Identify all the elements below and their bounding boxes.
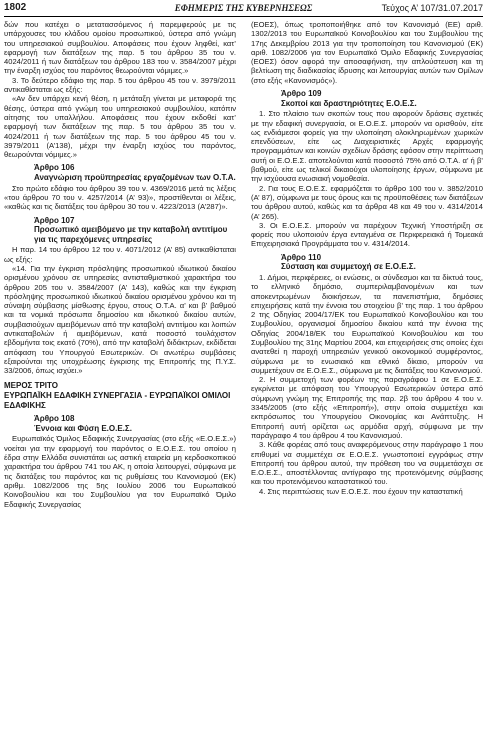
paragraph: 4. Στις περιπτώσεις των Ε.Ο.Ε.Σ. που έχουν την καταστατική [259, 486, 463, 496]
article-subtitle: Σκοποί και δραστηριότητες Ε.Ο.Ε.Σ. [281, 98, 417, 108]
paragraph: 2. Για τους Ε.Ο.Ε.Σ. εφαρμόζεται το άρθρο 100 του ν. 3852/2010 (Α’ 87), σύμφωνα με τους όρους και τις προϋποθέσεις των διατάξεων του άρθρου αυτού, καθώς και τα άρθρα 48 και 49 του ν. 4314/2014 (Α’ 265). [251, 183, 483, 221]
paragraph: 3. Το δεύτερο εδάφιο της παρ. 5 του άρθρου 45 του ν. 3979/2011 αντικαθίσταται ως εξής: [4, 75, 236, 95]
article-subtitle: Σύσταση και συμμετοχή σε Ε.Ο.Ε.Σ. [281, 262, 416, 272]
page-number: 1802 [4, 2, 27, 13]
paragraph: (ΕΟΕΣ), όπως τροποποιήθηκε από τον Κανονισμό (ΕΕ) αριθ. 1302/2013 του Ευρωπαϊκού Κοινοβουλίου και του Συμβουλίου της 17ης Δεκεμβρίου 2013 για την τροποποίηση του Κανονισμού (ΕΚ) αριθ. 1082/2006 για τον Ευρωπαϊκό Όμιλο Εδαφικής Συνεργασίας (ΕΟΕΣ) όσον αφορά την αποσαφήνιση, την απλούστευση και τη βελτίωση της διαδικασίας ίδρυσης και λειτουργίας αυτών των Ομίλων (στο εξής «Κανονισμός»). [251, 20, 483, 85]
paragraph: Η παρ. 14 του άρθρου 12 του ν. 4071/2012 (Α’ 85) αντικαθίσταται ως εξής: [4, 245, 236, 264]
issue-info: Τεύχος Α’ 107/31.07.2017 [381, 3, 483, 13]
article-title: Άρθρο 108 [34, 414, 75, 424]
part-subtitle: ΕΥΡΩΠΑΪΚΗ ΕΔΑΦΙΚΗ ΣΥΝΕΡΓΑΣΙΑ - ΕΥΡΩΠΑΪΚΟΙ ΟΜΙΛΟΙ ΕΔΑΦΙΚΗΣ [4, 391, 231, 410]
paragraph: 3. Οι Ε.Ο.Ε.Σ. μπορούν να παρέχουν Τεχνική Υποστήριξη σε φορείς που υλοποιούν έργα ενταγμένα σε Περιφερειακά ή Τομεακά Επιχειρησιακά Προγράμματα του ν. 4314/2014. [251, 220, 483, 249]
article-title: Άρθρο 107 [34, 215, 75, 225]
article-title: Άρθρο 106 [34, 163, 75, 173]
article-title: Άρθρο 110 [281, 252, 322, 262]
part-title: ΜΕΡΟΣ ΤΡΙΤΟ [4, 381, 58, 391]
paragraph: 2. Η συμμετοχή των φορέων της παραγράφου 1 σε Ε.Ο.Ε.Σ. εγκρίνεται με απόφαση του Υπουργού Εσωτερικών ύστερα από σύμφωνη γνώμη της Επιτροπής της παρ. 2β του άρθρου 4 του ν. 3345/2005 (στο εξής «Επιτροπή»), στην οποία συμμετέχει και εκπρόσωπος του Υπουργείου Οικονομίας και Ανάπτυξης. Η Επιτροπή αυτή ορίζεται ως αρμόδια αρχή, σύμφωνα με την παράγραφο 4 του άρθρου 4 του Κανονισμού. [251, 375, 483, 440]
paragraph: 1. Στο πλαίσιο των σκοπών τους που αφορούν δράσεις σχετικές με την εδαφική συνεργασία, οι Ε.Ο.Ε.Σ. μπορούν να ορισθούν, είτε ως ενδιάμεσοι φορείς για την υλοποίηση ολοκληρωμένων χωρικών επενδύσεων, είτε ως Διαχειριστικές Αρχές εφαρμογής προγραμμάτων και κοινών σχεδίων δράσης εφόσον στην περίπτωση αυτή οι Ε.Ο.Ε.Σ. αποτελούνται κατά ποσοστό 75% από Ο.Τ.Α. α’ ή β’ βαθμού, είτε ως τελικοί δικαιούχοι υλοποίησης έργων, σύμφωνα με την ισχύουσα ενωσιακή νομοθεσία. [251, 109, 483, 184]
paragraph: Ευρωπαϊκός Όμιλος Εδαφικής Συνεργασίας (στο εξής «Ε.Ο.Ε.Σ.») νοείται για την εφαρμογή του παρόντος ο Ε.Ο.Ε.Σ. του οποίου η έδρα στην Ελλάδα συνιστάται ως αστική εταιρεία μη κερδοσκοπικού χαρακτήρα του άρθρου 741 του ΑΚ, η οποία λειτουργεί, σύμφωνα με τις διατάξεις του παρόντος και τις ρυθμίσεις του Κανονισμού (ΕΚ) αριθμ. 1082/2006 της 5ης Ιουλίου 2006 του Ευρωπαϊκού Κοινοβουλίου και του Συμβουλίου για τον Ευρωπαϊκό Όμιλο Εδαφικής Συνεργασίας [4, 434, 236, 509]
paragraph: «14. Για την έγκριση πρόσληψης προσωπικού ιδιωτικού δικαίου ορισμένου χρόνου σε υπηρεσίες αντισταθμιστικού χαρακτήρα του άρθρου 205 του ν. 3584/2007 (Α’ 143), καθώς και την έγκριση πρόσληψης προσωπικού ιδιωτικού δικαίου ορισμένου χρόνου και τη σύναψη σύμβασης μίσθωσης έργου, στους Ο.Τ.Α. α’ και β’ βαθμού και τα νομικά πρόσωπα δημοσίου και ιδιωτικού δικαίου αυτών, συμβασιούχων αμειβόμενων από την καταβολή αντιτίμου και λοιπών αντικαταβολών ή αμειβόμενων, κατά ποσοστό τουλάχιστον εβδομήντα τοις εκατό (70%), από την καταβολή διδάκτρων, εκδίδεται απόφαση του Υπουργού Εσωτερικών. Οι ανωτέρω συμβάσεις εξαιρούνται της υποχρέωσης έγκρισης της Επιτροπής της Π.Υ.Σ. 33/2006, όπως ισχύει.» [4, 263, 236, 376]
gazette-title: ΕΦΗΜΕΡΙΣ ΤΗΣ ΚΥΒΕΡΝΗΣΕΩΣ [174, 3, 313, 13]
right-column [251, 20, 483, 738]
article-subtitle: Προσωπικό αμειβόμενο με την καταβολή αντιτίμου για τις παρεχόμενες υπηρεσίες [34, 225, 228, 244]
paragraph: 3. Κάθε φορέας από τους αναφερόμενους στην παράγραφο 1 που επιθυμεί να συμμετέχει σε Ε.Ο.Ε.Σ. γνωστοποιεί εγγράφως στην Επιτροπή του άρθρου αυτού, την πρόθεση του να συμμετάσχει σε Ε.Ο.Ε.Σ., αποστέλλοντας αντίγραφο της προτεινόμενης σύμβασης και του προτεινόμενου καταστατικού του. [251, 440, 483, 487]
article-subtitle: Αναγνώριση προϋπηρεσίας εργαζομένων των Ο.Τ.Α. [34, 173, 236, 183]
article-subtitle: Έννοια και Φύση Ε.Ο.Ε.Σ. [34, 423, 132, 433]
paragraph: Στο πρώτο εδάφιο του άρθρου 39 του ν. 4369/2016 μετά τις λέξεις «του άρθρου 70 του ν. 4257/2014 (Α’ 93)», προστίθενται οι λέξεις, «καθώς και τις διατάξεις του άρθρου 30 του ν. 4223/2013 (Α’287)». [4, 183, 236, 212]
paragraph: δών που κατέχει ο μετατασσόμενος ή παρεμφερούς με τις υπάρχουσες του κλάδου ομοίου προσωπικού, ύστερα από γνώμη του υπηρεσιακού συμβουλίου. Αποφάσεις που έχουν ληφθεί, κατ’ εφαρμογή των διατάξεων της παρ. 5 του άρθρου 35 του ν. 4024/2011 ή των διατάξεων του άρθρου 183 του ν. 3584/2007 μέχρι την έναρξη ισχύος του παρόντος θεωρούνται νόμιμες.» [4, 20, 236, 76]
left-column [4, 20, 236, 738]
article-title: Άρθρο 109 [281, 89, 322, 99]
paragraph: «Αν δεν υπάρχει κενή θέση, η μετάταξη γίνεται με μεταφορά της θέσης, ύστερα από γνώμη του υπηρεσιακού συμβουλίου, κατόπιν αίτησης του υπαλλήλου. Αποφάσεις που έχουν εκδοθεί κατ’ εφαρμογή των διατάξεων της παρ. 5 του άρθρου 35 του ν. 4024/2011 ή των διατάξεων της παρ. 5 του άρθρου 45 του ν. 3979/2011 (Α’138), μέχρι την έναρξη ισχύος του παρόντος, θεωρούνται νόμιμες.» [4, 94, 236, 160]
paragraph: 1. Δήμοι, περιφέρειες, οι ενώσεις, οι σύνδεσμοι και τα δίκτυά τους, το ελληνικό δημόσιο, συμπεριλαμβανομένων και των αποκεντρωμένων διοικήσεων, τα πανεπιστήμια, δημόσιες επιχειρήσεις κατά την έννοια του στοιχείου β’ της παρ. 1 του άρθρου 2 της Οδηγίας 2004/17/ΕΚ του Ευρωπαϊκού Κοινοβουλίου και του Συμβουλίου, οργανισμοί δημοσίου δικαίου κατά την έννοια της Οδηγίας 2004/18/ΕΚ του Ευρωπαϊκού Κοινοβουλίου και του Συμβουλίου της 31ης Μαρτίου 2004, και επιχειρήσεις στις οποίες έχει ανατεθεί η παροχή υπηρεσιών γενικού οικονομικού συμφέροντος, σύμφωνα με το ενωσιακό και εθνικό δίκαιο, μπορούν να συμμετέχουν σε Ε.Ο.Ε.Σ., σύμφωνα με τις διατάξεις του Κανονισμού. [251, 272, 483, 375]
page-header [4, 0, 483, 17]
